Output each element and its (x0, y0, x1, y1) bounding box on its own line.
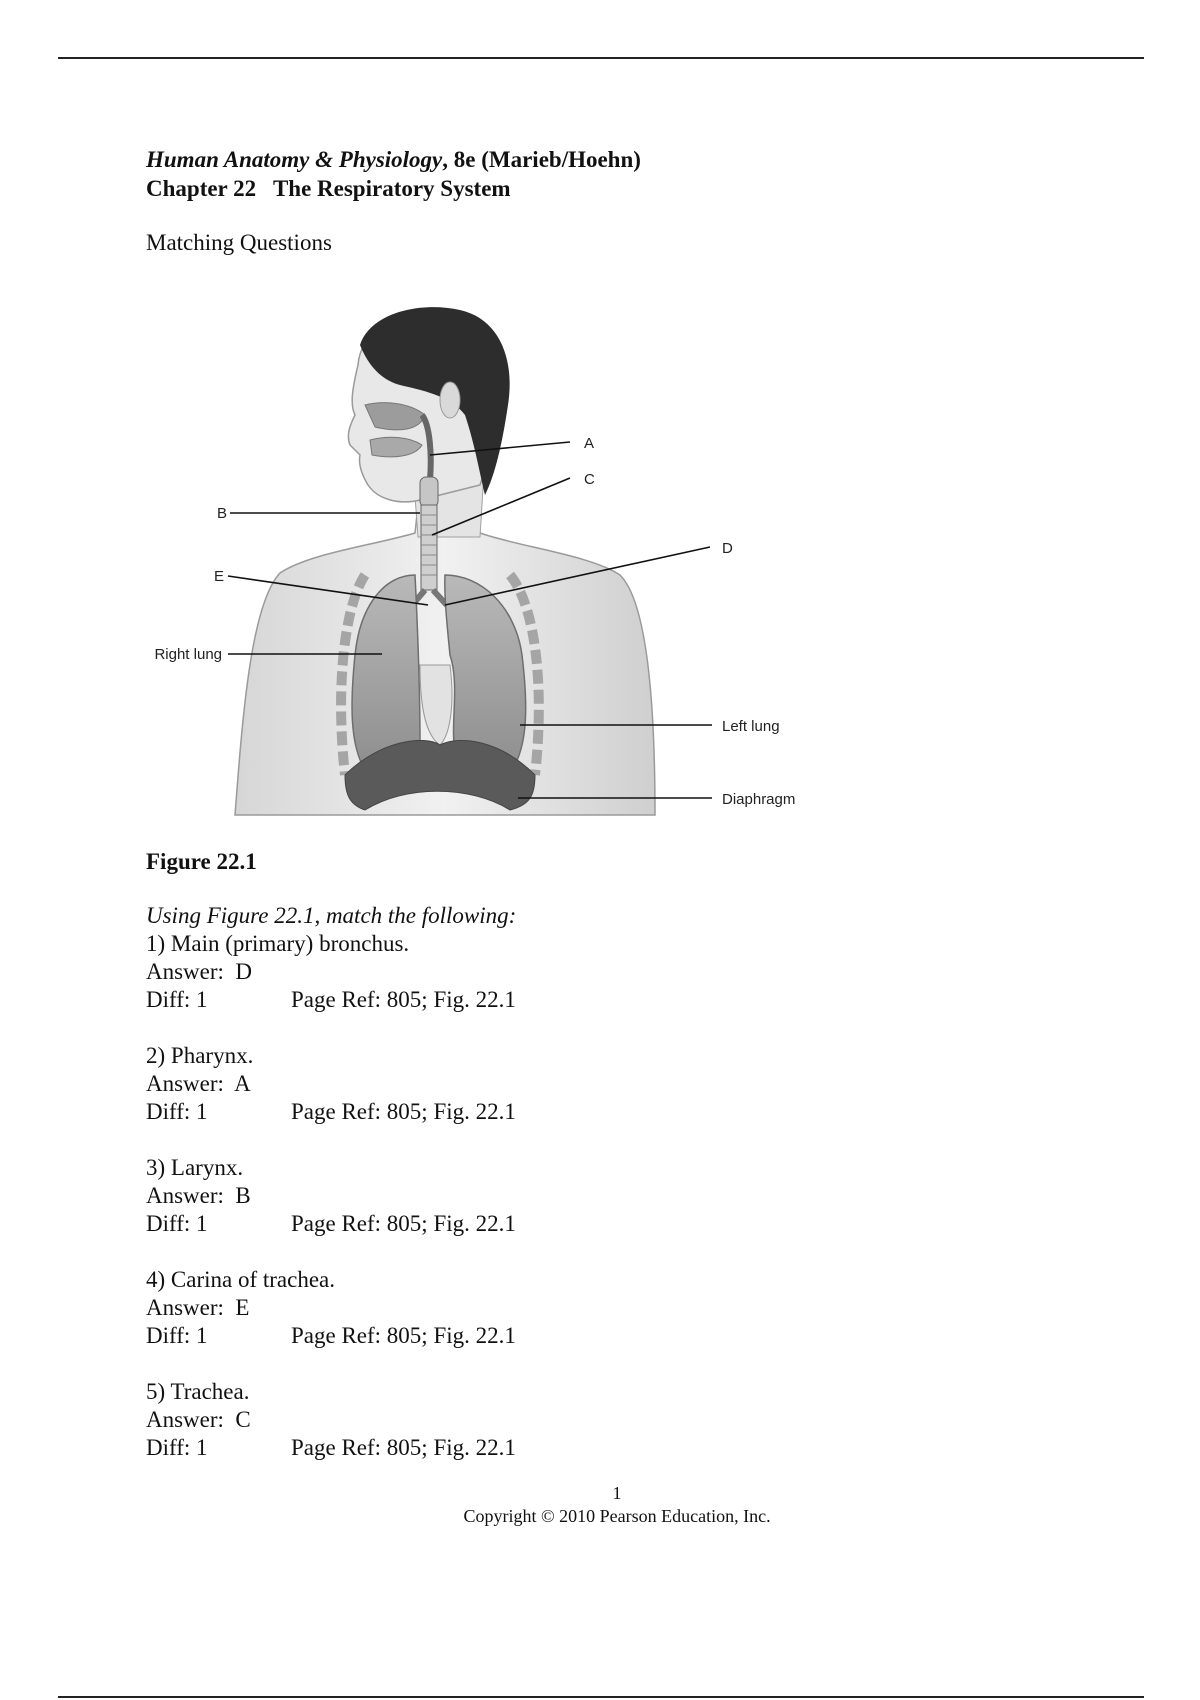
question-difficulty: Diff: 1 (146, 1435, 208, 1460)
respiratory-diagram (150, 305, 830, 825)
question-page-ref: Page Ref: 805; Fig. 22.1 (291, 1323, 516, 1348)
question-text: 5) Trachea. (146, 1379, 250, 1404)
label-e: E (213, 568, 224, 585)
section-title: Matching Questions (146, 230, 332, 255)
label-a: A (584, 435, 595, 452)
question-difficulty: Diff: 1 (146, 1099, 208, 1124)
question-answer: Answer: B (146, 1183, 251, 1208)
question-meta (146, 1098, 946, 1126)
trachea (421, 505, 437, 590)
question-meta (146, 1210, 946, 1238)
question-answer: Answer: D (146, 959, 253, 984)
question-text: 3) Larynx. (146, 1155, 244, 1180)
label-right-lung: Right lung (154, 646, 222, 663)
label-d: D (722, 540, 733, 557)
question-prompt: Using Figure 22.1, match the following: (146, 903, 517, 928)
question-meta (146, 986, 946, 1014)
larynx (420, 477, 438, 507)
question-difficulty: Diff: 1 (146, 1211, 208, 1236)
figure-caption: Figure 22.1 (146, 849, 257, 874)
question-item (146, 930, 946, 1014)
question-meta (146, 1322, 946, 1350)
question-page-ref: Page Ref: 805; Fig. 22.1 (291, 1435, 516, 1460)
label-c: C (584, 471, 595, 488)
question-text: 2) Pharynx. (146, 1043, 254, 1068)
page-header (146, 145, 1106, 257)
question-answer: Answer: A (146, 1071, 251, 1096)
top-rule (58, 57, 1144, 59)
question-item (146, 1154, 946, 1238)
question-difficulty: Diff: 1 (146, 1323, 208, 1348)
question-answer: Answer: E (146, 1295, 250, 1320)
copyright-notice: Copyright © 2010 Pearson Education, Inc. (463, 1506, 771, 1526)
question-difficulty: Diff: 1 (146, 987, 208, 1012)
bottom-rule (58, 1696, 1144, 1698)
chapter-title: Chapter 22 The Respiratory System (146, 176, 511, 201)
book-edition-authors: , 8e (Marieb/Hoehn) (442, 147, 641, 172)
book-title-line (146, 145, 1106, 174)
question-page-ref: Page Ref: 805; Fig. 22.1 (291, 1211, 516, 1236)
question-text: 1) Main (primary) bronchus. (146, 931, 410, 956)
page-number: 1 (612, 1483, 622, 1503)
question-page-ref: Page Ref: 805; Fig. 22.1 (291, 1099, 516, 1124)
question-page-ref: Page Ref: 805; Fig. 22.1 (291, 987, 516, 1012)
question-item (146, 1266, 946, 1350)
question-item (146, 1378, 946, 1462)
question-item (146, 1042, 946, 1126)
label-b: B (216, 505, 227, 522)
matching-questions (146, 902, 946, 1490)
question-meta (146, 1434, 946, 1462)
ear (440, 382, 460, 418)
label-diaphragm: Diaphragm (722, 791, 796, 808)
label-left-lung: Left lung (722, 718, 780, 735)
respiratory-system-figure (150, 305, 830, 825)
question-answer: Answer: C (146, 1407, 251, 1432)
question-text: 4) Carina of trachea. (146, 1267, 336, 1292)
book-title: Human Anatomy & Physiology (146, 147, 443, 172)
